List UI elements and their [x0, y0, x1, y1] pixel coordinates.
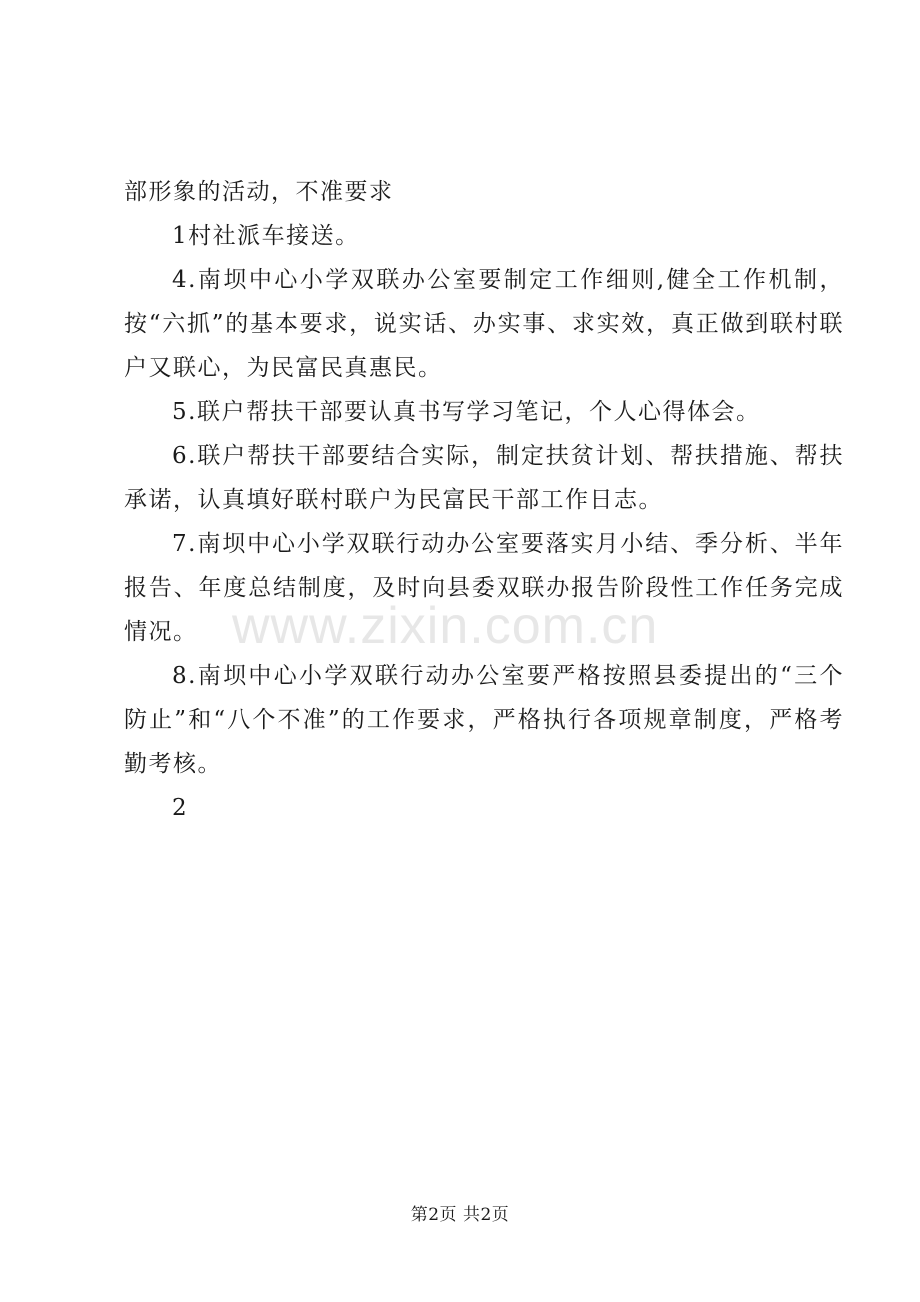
watermark-text: www.zixin.com.cn [232, 597, 659, 655]
paragraph-item-8: 8.南坝中心小学双联行动办公室要严格按照县委提出的“三个防止”和“八个不准”的工作要求，严格执行各项规章制度，严格考勤考核。 [124, 663, 844, 777]
document-body [124, 170, 844, 830]
paragraph-item-7: 7.南坝中心小学双联行动办公室要落实月小结、季分析、半年报告、年度总结制度，及时向县委双联办报告阶段性工作任务完成情况。 [124, 531, 844, 645]
paragraph-item-6: 6.联户帮扶干部要结合实际，制定扶贫计划、帮扶措施、帮扶承诺，认真填好联村联户为民富民干部工作日志。 [124, 443, 844, 513]
page-footer: 第2页 共2页 [410, 1205, 510, 1225]
paragraph-item-5: 5.联户帮扶干部要认真书写学习笔记，个人心得体会。 [172, 399, 761, 425]
paragraph-continuation: 部形象的活动，不准要求 [124, 179, 394, 205]
paragraph-item-1: 1村社派车接送。 [172, 223, 360, 249]
paragraph-trailing-number: 2 [172, 795, 189, 821]
paragraph-item-4: 4.南坝中心小学双联办公室要制定工作细则,健全工作机制，按“六抓”的基本要求，说实话、办实事、求实效，真正做到联村联户又联心，为民富民真惠民。 [124, 267, 844, 381]
